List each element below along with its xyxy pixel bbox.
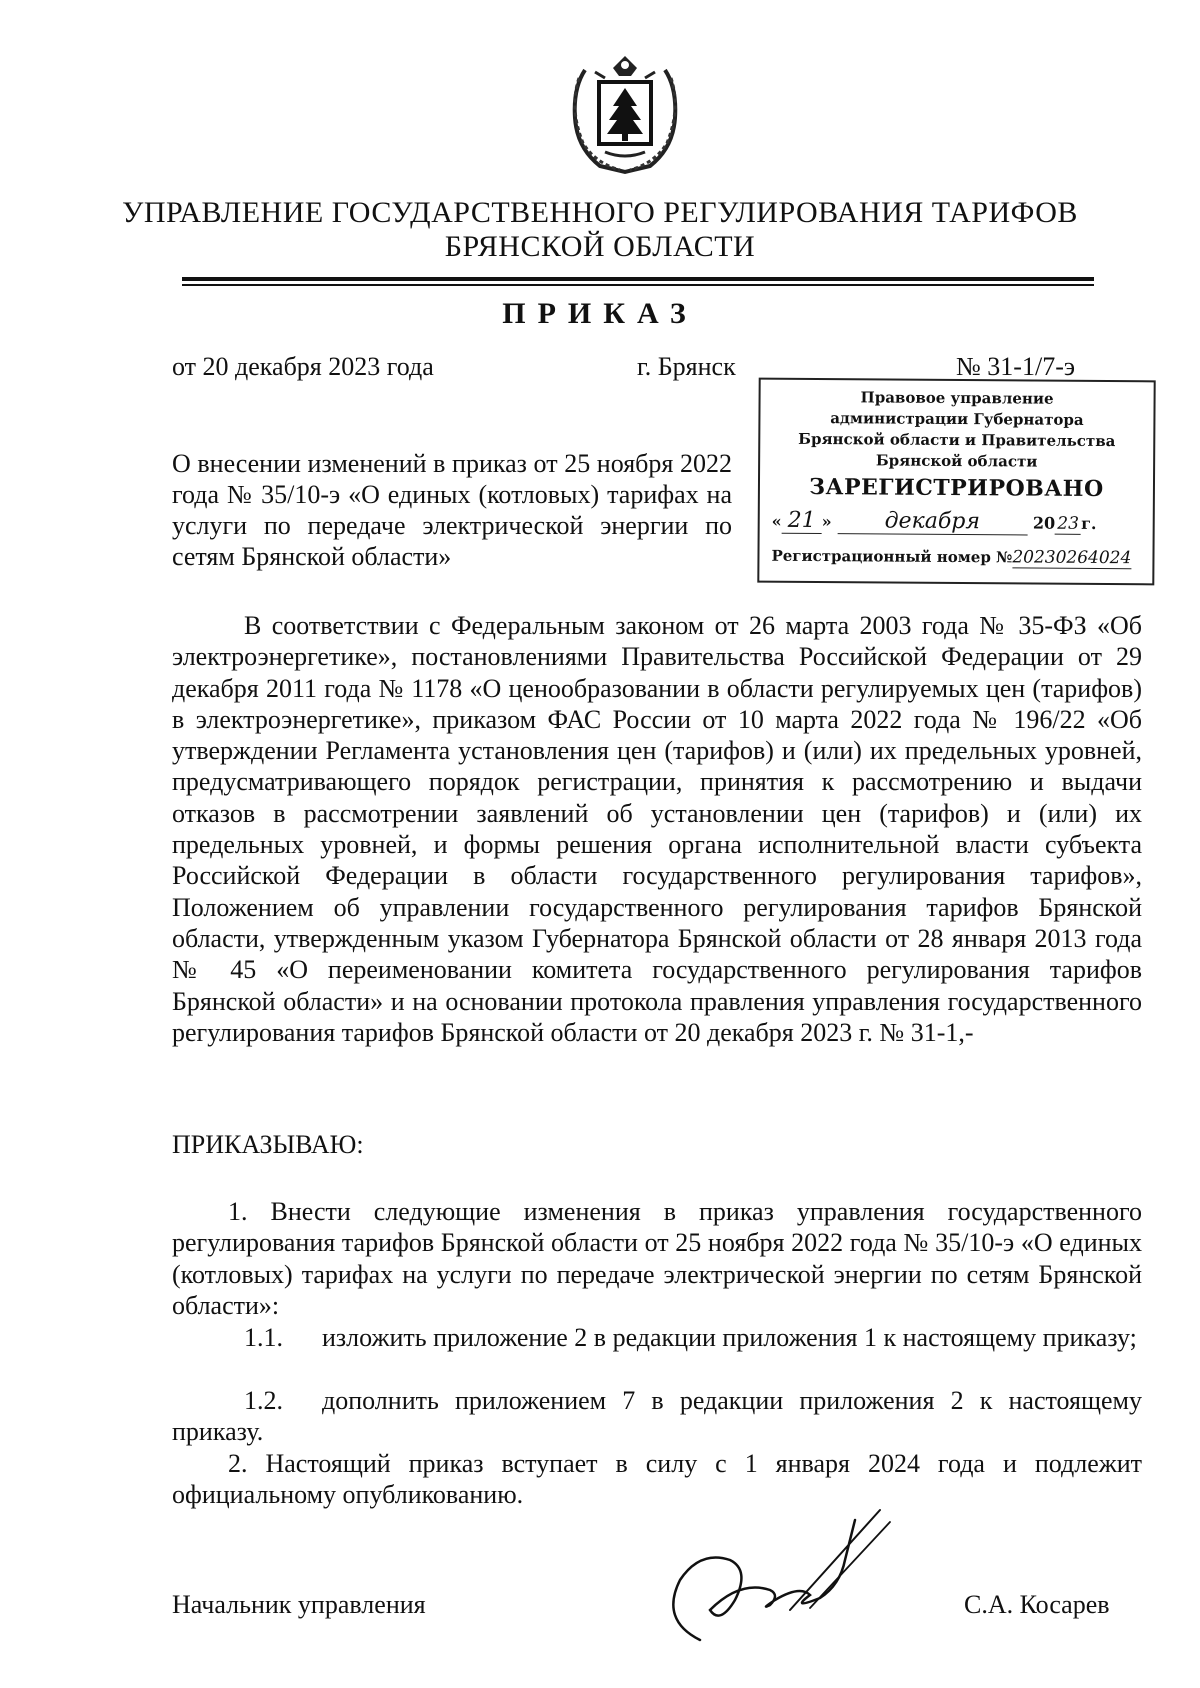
stamp-line-4: Брянской области [875,451,1038,471]
handwritten-signature [640,1500,900,1650]
item-1-2-text: дополнить приложением 7 в редакции приложения 2 к настоящему приказу. [172,1386,1142,1447]
stamp-line-3: Брянской области и Правительства [798,429,1116,451]
item-1-1-text: изложить приложение 2 в редакции приложения 1 к настоящему приказу; [322,1323,1137,1352]
item-1-1-number: 1.1. [244,1323,283,1352]
stamp-line-1: Правовое управление [860,388,1054,408]
coat-of-arms-emblem [565,48,685,176]
header-divider-thick [182,277,1094,281]
agency-name-line-2: БРЯНСКОЙ ОБЛАСТИ [444,230,756,263]
stamp-status: ЗАРЕГИСТРИРОВАНО [809,473,1104,503]
signatory-name: С.А. Косарев [964,1590,1110,1619]
order-subject: О внесении изменений в приказ от 25 ноября 2022 года № 35/10-э «О единых (котловых) тарифах на услуги по передаче электрической энергии по сетям Брянской области» [172,449,732,571]
document-title: ПРИКАЗ [502,297,698,330]
order-number: № 31-1/7-э [956,352,1076,381]
stamp-month-handwritten: декабря [884,508,981,535]
stamp-line-2: администрации Губернатора [830,409,1084,429]
registration-stamp [757,378,1155,586]
order-date: от 20 декабря 2023 года [172,352,434,381]
order-city: г. Брянск [637,352,736,381]
preamble-paragraph: В соответствии с Федеральным законом от 26 марта 2003 года № 35-ФЗ «Об электроэнергетике», постановлениями Правительства Российской Федерации от 29 декабря 2011 года № 1178 «О ценообразовании в области регулируемых цен (тарифов) в электроэнергетике», приказом ФАС России от 10 марта 2022 года № 196/22 «Об утверждении Регламента установления цен (тарифов) и (или) их предельных уровней, предусматривающего порядок регистрации, принятия к рассмотрению и выдачи отказов в рассмотрении заявлений об установлении цен (тарифов) и (или) их предельных уровней, и формы решения органа исполнительной власти субъекта Российской Федерации в области государственного регулирования тарифов», Положением об управлении государственного регулирования тарифов Брянской области, утвержденным указом Губернатора Брянской области от 28 января 2013 года № 45 «О переименовании комитета государственного регулирования тарифов Брянской области» и на основании протокола правления управления государственного регулирования тарифов Брянской области от 20 декабря 2023 г. № 31-1,- [172,611,1142,1047]
signatory-role: Начальник управления [172,1590,426,1619]
stamp-day-handwritten: 21 [787,507,816,534]
item-2: 2. Настоящий приказ вступает в силу с 1 января 2024 года и подлежит официальному опубликованию. [172,1449,1142,1510]
stamp-reg-number-handwritten: 20230264024 [1012,547,1132,569]
header-divider-thin [182,284,1094,286]
stamp-reg-label: Регистрационный номер № [771,546,1013,567]
stamp-date-row: « 21 » декабря 20 23 г. [771,507,1097,535]
item-1-2 [172,1385,1142,1448]
agency-name-line-1: УПРАВЛЕНИЕ ГОСУДАРСТВЕННОГО РЕГУЛИРОВАНИЯ ТАРИФОВ [122,196,1078,229]
stamp-reg-row [759,546,1152,569]
stamp-year-handwritten: 23 [1057,513,1080,534]
stamp-year-prefix: 20 [1032,513,1056,533]
command-word: ПРИКАЗЫВАЮ: [172,1130,364,1159]
item-1-1 [172,1322,1142,1353]
stamp-year-suffix: г. [1081,513,1097,533]
item-1: 1. Внести следующие изменения в приказ управления государственного регулирования тарифов Брянской области от 25 ноября 2022 года № 35/10-э «О единых (котловых) тарифах на услуги по передаче электрической энергии по сетям Брянской области»: [172,1197,1142,1320]
item-1-2-number: 1.2. [244,1386,283,1415]
